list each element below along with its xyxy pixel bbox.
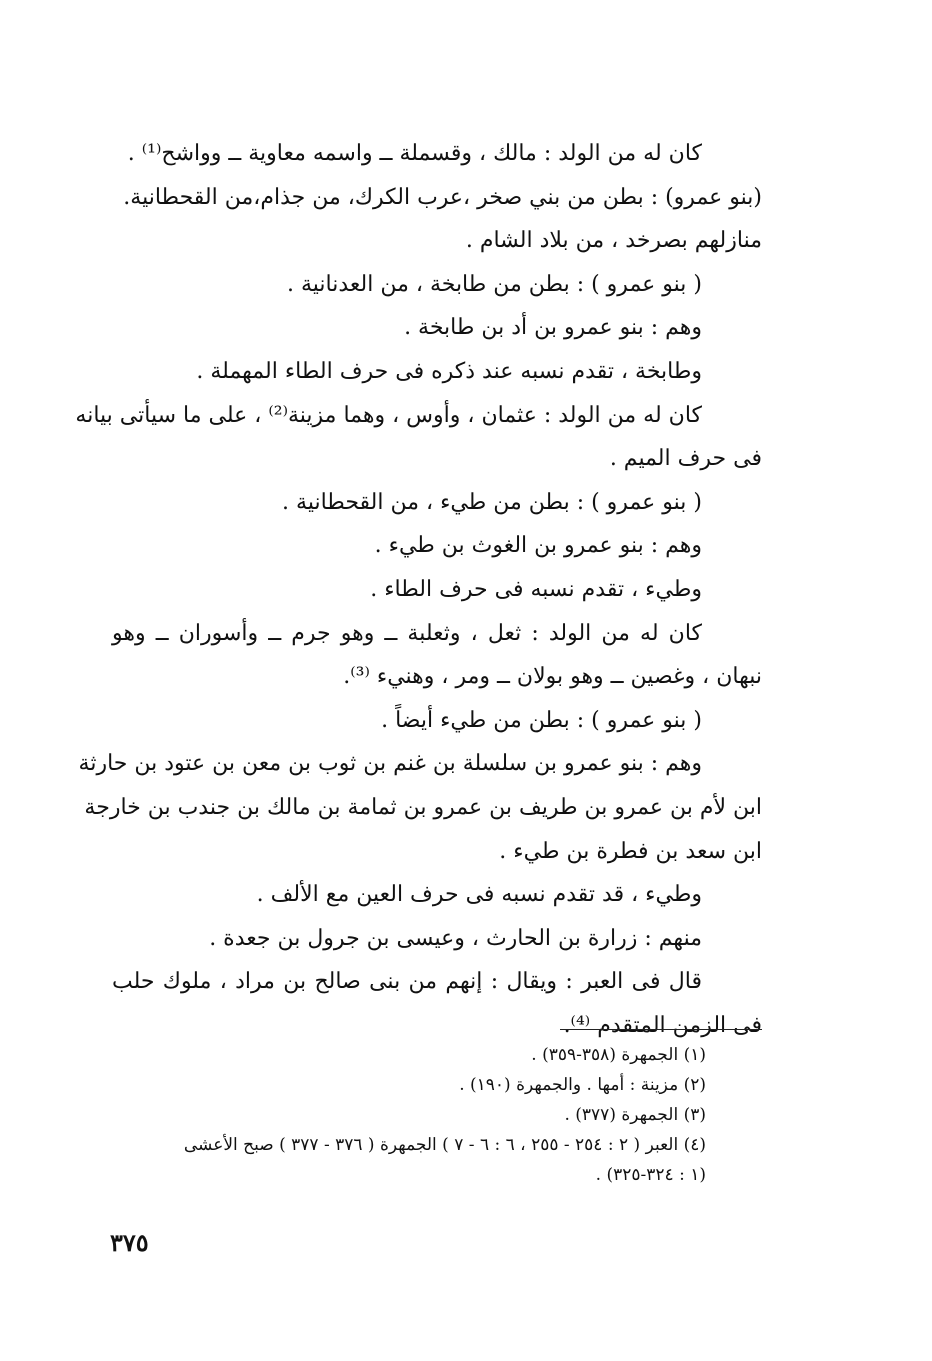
footnote: (٤) العبر ( ٢ : ٢٥٤ - ٢٥٥ ، ٦ : ٦ - ٧ ) الجمهرة ( ٣٧٦ - ٣٧٧ ) صبح الأعشى xyxy=(183,1135,706,1155)
footnote: (١) الجمهرة (٣٥٨-٣٥٩) . xyxy=(531,1045,706,1065)
footnotes xyxy=(112,1040,762,1190)
text-line: منازلهم بصرخد ، من بلاد الشام . xyxy=(465,228,762,254)
text-line: قال فى العبر : ويقال : إنهم من بنى صالح بن مراد ، ملوك حلب xyxy=(112,969,702,995)
text-line: كان له من الولد : عثمان ، وأوس ، وهما مزينة⁽²⁾ ، على ما سيأتى بيانه xyxy=(75,402,702,428)
text-line: وطيء ، قد تقدم نسبه فى حرف العين مع الألف . xyxy=(256,882,702,908)
text-line: منهم : زرارة بن الحارث ، وعيسى بن جرول بن جعدة . xyxy=(209,925,702,951)
text-line: نبهان ، وغصين ــ وهو بولان ــ ومر ، وهنيء ⁽³⁾. xyxy=(343,664,762,690)
footnote: (٣) الجمهرة (٣٧٧) . xyxy=(564,1105,706,1125)
text-line: فى حرف الميم . xyxy=(609,446,762,472)
page-number: ٣٧٥ xyxy=(110,1228,149,1257)
footnote: (٢) مزينة : أمها . والجمهرة (١٩٠) . xyxy=(459,1075,706,1095)
text-line: وهم : بنو عمرو بن الغوث بن طيء . xyxy=(374,533,702,559)
text-line: ابن لأم بن عمرو بن طريف بن عمرو بن ثمامة بن مالك بن جندب بن خارجة xyxy=(84,794,762,820)
text-line: ( بنو عمرو ) : بطن من طيء ، من القحطانية . xyxy=(282,489,702,515)
footnote: (١ : ٣٢٤-٣٢٥) . xyxy=(595,1165,706,1185)
main-text xyxy=(75,132,762,1047)
text-line: وهم : بنو عمرو بن سلسلة بن غنم بن ثوب بن معن بن عتود بن حارثة xyxy=(78,751,702,777)
text-line: وطيء ، تقدم نسبه فى حرف الطاء . xyxy=(370,576,702,602)
footnote-separator xyxy=(560,1029,762,1030)
text-line: وطابخة ، تقدم نسبه عند ذكره فى حرف الطاء المهملة . xyxy=(196,358,702,384)
text-line: ( بنو عمرو ) : بطن من طابخة ، من العدنانية . xyxy=(286,271,702,297)
text-line: كان له من الولد : مالك ، وقسملة ــ واسمه معاوية ــ وواشح⁽¹⁾ . xyxy=(127,141,702,166)
text-line: (بنو عمرو) : بطن من بني صخر ،عرب الكرك، من جذام،من القحطانية. xyxy=(123,184,762,210)
text-line: وهم : بنو عمرو بن أد بن طابخة . xyxy=(404,315,702,341)
text-line: كان له من الولد : ثعل ، وثعلبة ــ وهو جرم ــ وأسوران ــ وهو xyxy=(112,620,702,646)
text-line: فى الزمن المتقدم ⁽⁴⁾. xyxy=(563,1012,762,1038)
text-line: ( بنو عمرو ) : بطن من طيء أيضاً . xyxy=(381,707,702,733)
text-line: ابن سعد بن فطرة بن طيء . xyxy=(499,838,762,864)
